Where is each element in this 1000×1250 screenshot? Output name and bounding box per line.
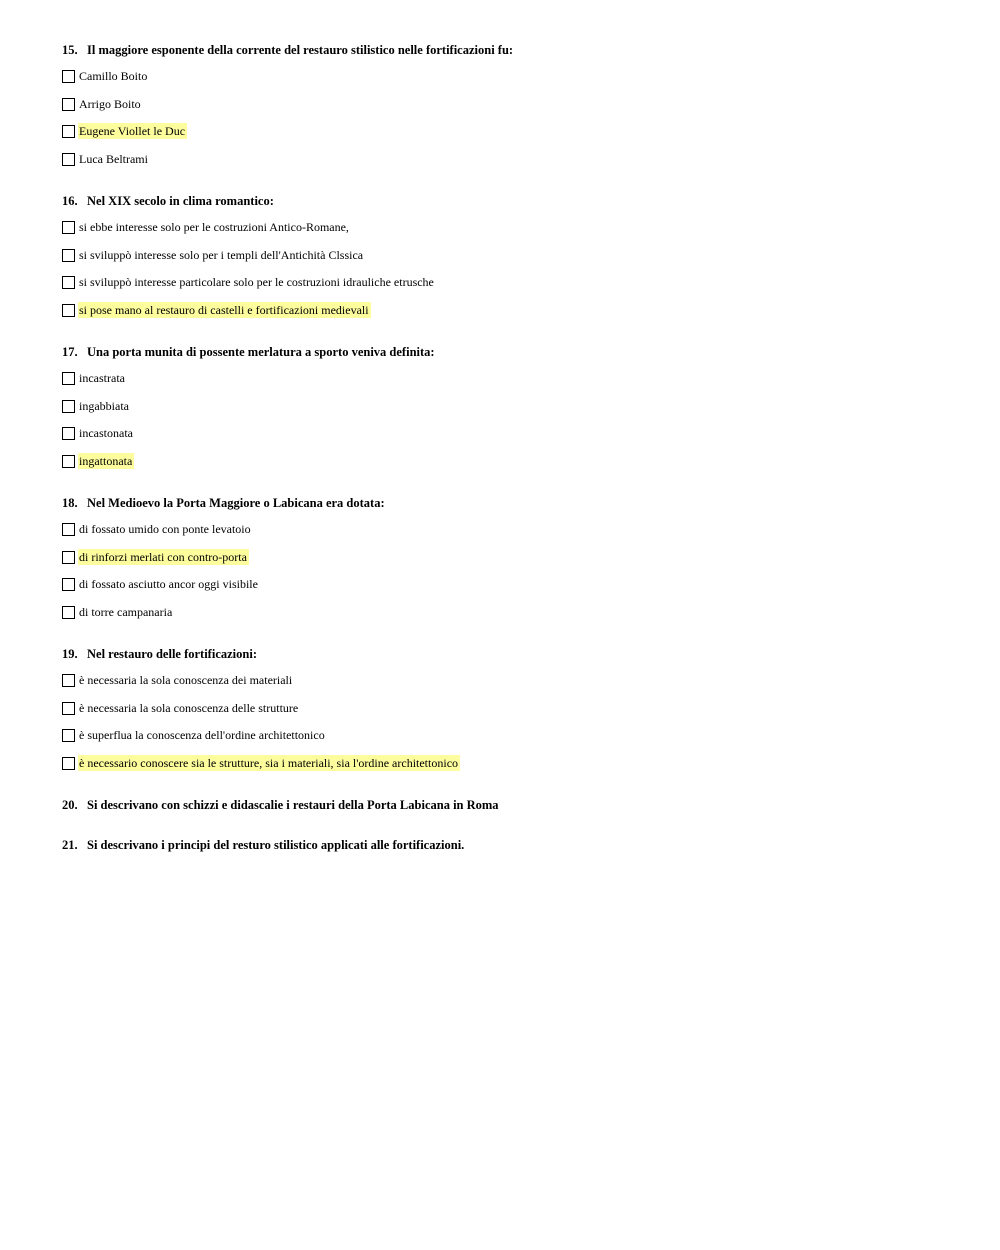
- checkbox[interactable]: [62, 372, 75, 385]
- question-16-title: [62, 193, 274, 209]
- question-20-title: [62, 797, 499, 813]
- checkbox[interactable]: [62, 153, 75, 166]
- question-16-option-2[interactable]: [62, 247, 365, 263]
- checkbox[interactable]: [62, 578, 75, 591]
- question-number: 19.: [62, 647, 78, 661]
- option-label: di fossato umido con ponte levatoio: [79, 522, 251, 536]
- question-text: Il maggiore esponente della corrente del restauro stilistico nelle fortificazioni fu:: [87, 43, 514, 57]
- question-number: 20.: [62, 798, 78, 812]
- question-17-title: [62, 344, 435, 360]
- question-17-option-3[interactable]: [62, 425, 135, 441]
- question-text: Si descrivano con schizzi e didascalie i restauri della Porta Labicana in Roma: [87, 798, 499, 812]
- checkbox[interactable]: [62, 427, 75, 440]
- question-21-title: [62, 837, 464, 853]
- option-label-highlighted: si pose mano al restauro di castelli e fortificazioni medievali: [79, 303, 369, 317]
- checkbox[interactable]: [62, 98, 75, 111]
- question-18-title: [62, 495, 385, 511]
- option-label: Arrigo Boito: [79, 97, 141, 111]
- option-label: incastrata: [79, 371, 125, 385]
- option-label: Camillo Boito: [79, 69, 148, 83]
- checkbox[interactable]: [62, 276, 75, 289]
- checkbox[interactable]: [62, 523, 75, 536]
- question-text: Nel Medioevo la Porta Maggiore o Labicana era dotata:: [87, 496, 385, 510]
- question-19-option-2[interactable]: [62, 700, 300, 716]
- question-17-option-2[interactable]: [62, 398, 131, 414]
- option-label-highlighted: di rinforzi merlati con contro-porta: [79, 550, 247, 564]
- checkbox[interactable]: [62, 702, 75, 715]
- option-label: si sviluppò interesse solo per i templi dell'Antichità Clssica: [79, 248, 364, 262]
- question-15-option-2[interactable]: [62, 96, 143, 112]
- checkbox[interactable]: [62, 125, 75, 138]
- question-18-option-3[interactable]: [62, 576, 260, 592]
- question-number: 21.: [62, 838, 78, 852]
- checkbox[interactable]: [62, 221, 75, 234]
- checkbox[interactable]: [62, 70, 75, 83]
- option-label-highlighted: ingattonata: [79, 454, 133, 468]
- checkbox[interactable]: [62, 249, 75, 262]
- question-number: 18.: [62, 496, 78, 510]
- question-15-option-3[interactable]: [62, 123, 187, 139]
- checkbox[interactable]: [62, 606, 75, 619]
- option-label-highlighted: è necessario conoscere sia le strutture, sia i materiali, sia l'ordine architettonico: [79, 756, 459, 770]
- option-label: è superflua la conoscenza dell'ordine architettonico: [79, 728, 325, 742]
- option-label: incastonata: [79, 426, 133, 440]
- checkbox[interactable]: [62, 400, 75, 413]
- question-15-option-4[interactable]: [62, 151, 150, 167]
- question-text: Una porta munita di possente merlatura a sporto veniva definita:: [87, 345, 435, 359]
- question-number: 15.: [62, 43, 78, 57]
- checkbox[interactable]: [62, 455, 75, 468]
- question-16-option-1[interactable]: [62, 219, 351, 235]
- option-label: si sviluppò interesse particolare solo per le costruzioni idrauliche etrusche: [79, 275, 434, 289]
- question-18-option-2[interactable]: [62, 549, 249, 565]
- question-18-option-1[interactable]: [62, 521, 253, 537]
- option-label-highlighted: Eugene Viollet le Duc: [79, 124, 186, 138]
- option-label: Luca Beltrami: [79, 152, 148, 166]
- checkbox[interactable]: [62, 757, 75, 770]
- checkbox[interactable]: [62, 674, 75, 687]
- question-17-option-4[interactable]: [62, 453, 134, 469]
- question-19-option-3[interactable]: [62, 727, 327, 743]
- question-15-option-1[interactable]: [62, 68, 149, 84]
- question-text: Si descrivano i principi del resturo stilistico applicati alle fortificazioni.: [87, 838, 465, 852]
- option-label: è necessaria la sola conoscenza dei materiali: [79, 673, 293, 687]
- question-17-option-1[interactable]: [62, 370, 127, 386]
- question-16-option-3[interactable]: [62, 274, 436, 290]
- question-19-option-1[interactable]: [62, 672, 294, 688]
- option-label: di torre campanaria: [79, 605, 173, 619]
- question-number: 17.: [62, 345, 78, 359]
- question-16-option-4[interactable]: [62, 302, 371, 318]
- checkbox[interactable]: [62, 304, 75, 317]
- option-label: di fossato asciutto ancor oggi visibile: [79, 577, 258, 591]
- checkbox[interactable]: [62, 551, 75, 564]
- question-18-option-4[interactable]: [62, 604, 174, 620]
- question-15-title: [62, 42, 513, 58]
- question-19-title: [62, 646, 257, 662]
- question-text: Nel restauro delle fortificazioni:: [87, 647, 257, 661]
- question-19-option-4[interactable]: [62, 755, 460, 771]
- option-label: ingabbiata: [79, 399, 129, 413]
- question-number: 16.: [62, 194, 78, 208]
- checkbox[interactable]: [62, 729, 75, 742]
- option-label: è necessaria la sola conoscenza delle strutture: [79, 701, 299, 715]
- option-label: si ebbe interesse solo per le costruzioni Antico-Romane,: [79, 220, 349, 234]
- question-text: Nel XIX secolo in clima romantico:: [87, 194, 274, 208]
